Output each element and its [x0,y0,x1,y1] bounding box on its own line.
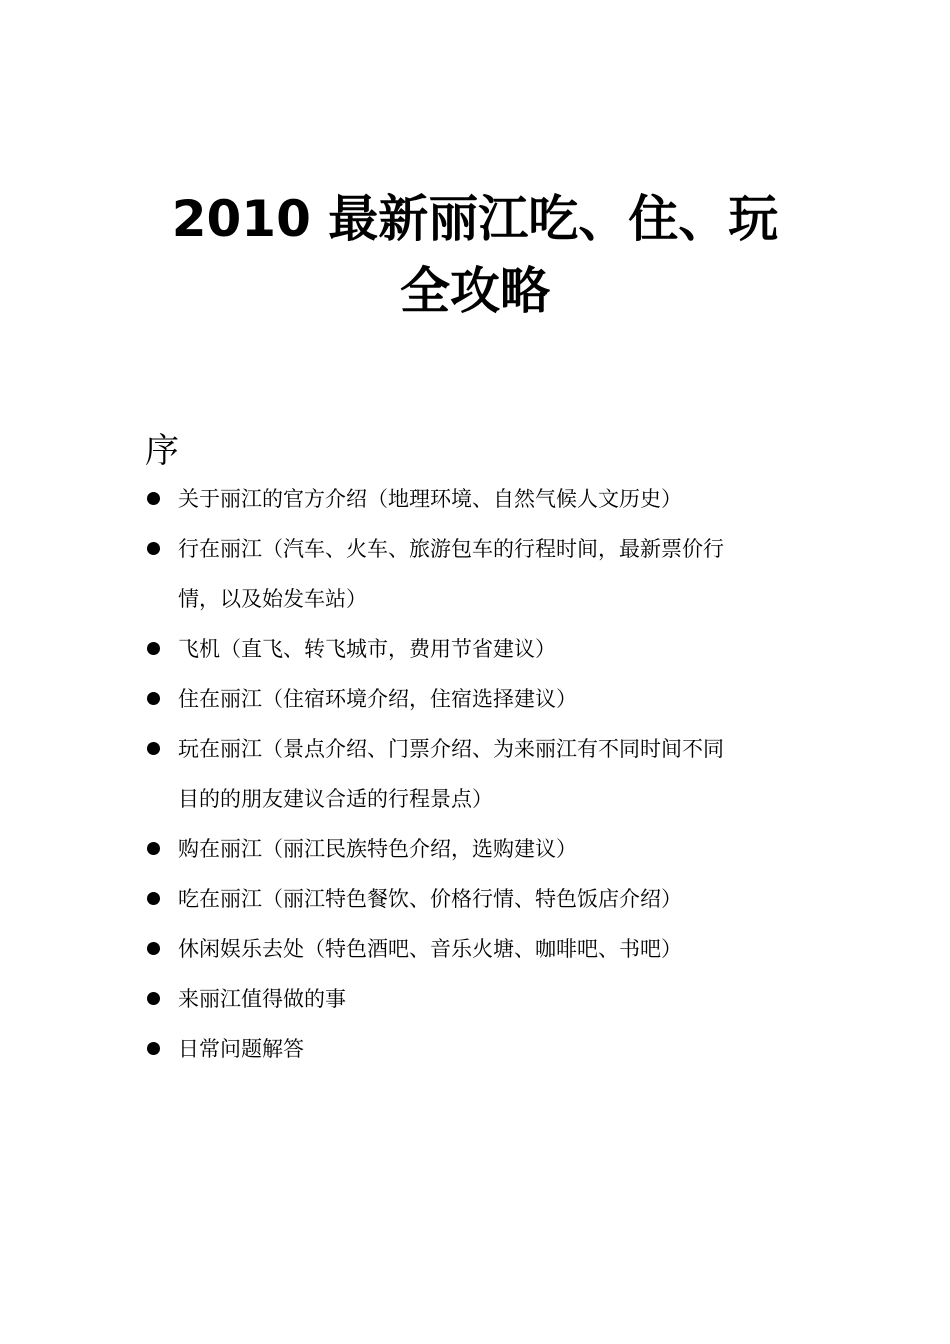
toc-item [145,1024,815,1074]
toc-item-text: 吃在丽江（丽江特色餐饮、价格行情、特色饭店介绍） [178,887,682,911]
toc-item-text: 休闲娱乐去处（特色酒吧、音乐火塘、咖啡吧、书吧） [178,937,682,961]
bullet-icon [147,742,160,755]
bullet-icon [147,892,160,905]
toc-item-text: 关于丽江的官方介绍（地理环境、自然气候人文历史） [178,487,682,511]
bullet-icon [147,492,160,505]
toc-item [145,974,815,1024]
toc-item [145,474,815,524]
toc-item [145,824,815,874]
bullet-icon [147,542,160,555]
toc-item [145,724,815,824]
toc-item-text: 来丽江值得做的事 [178,987,346,1011]
toc-item [145,924,815,974]
toc-item-text: 行在丽江（汽车、火车、旅游包车的行程时间，最新票价行 [178,537,724,561]
bullet-icon [147,992,160,1005]
toc-item-text: 住在丽江（住宿环境介绍，住宿选择建议） [178,687,577,711]
toc-item [145,674,815,724]
title-line: 2010 最新丽江吃、住、玩 [171,190,779,248]
table-of-contents [145,474,815,1074]
toc-item-text: 玩在丽江（景点介绍、门票介绍、为来丽江有不同时间不同 [178,737,724,761]
bullet-icon [147,642,160,655]
bullet-icon [147,942,160,955]
bullet-icon [147,1042,160,1055]
bullet-icon [147,692,160,705]
toc-item-text-continued: 目的的朋友建议合适的行程景点） [178,787,493,811]
document-title [120,183,830,327]
toc-item-text: 飞机（直飞、转飞城市，费用节省建议） [178,637,556,661]
toc-item [145,874,815,924]
bullet-icon [147,842,160,855]
title-line: 全攻略 [400,262,550,320]
toc-item [145,624,815,674]
toc-item [145,524,815,624]
toc-item-text: 日常问题解答 [178,1037,304,1061]
toc-item-text: 购在丽江（丽江民族特色介绍，选购建议） [178,837,577,861]
toc-item-text-continued: 情，以及始发车站） [178,587,367,611]
section-heading: 序 [145,431,179,471]
